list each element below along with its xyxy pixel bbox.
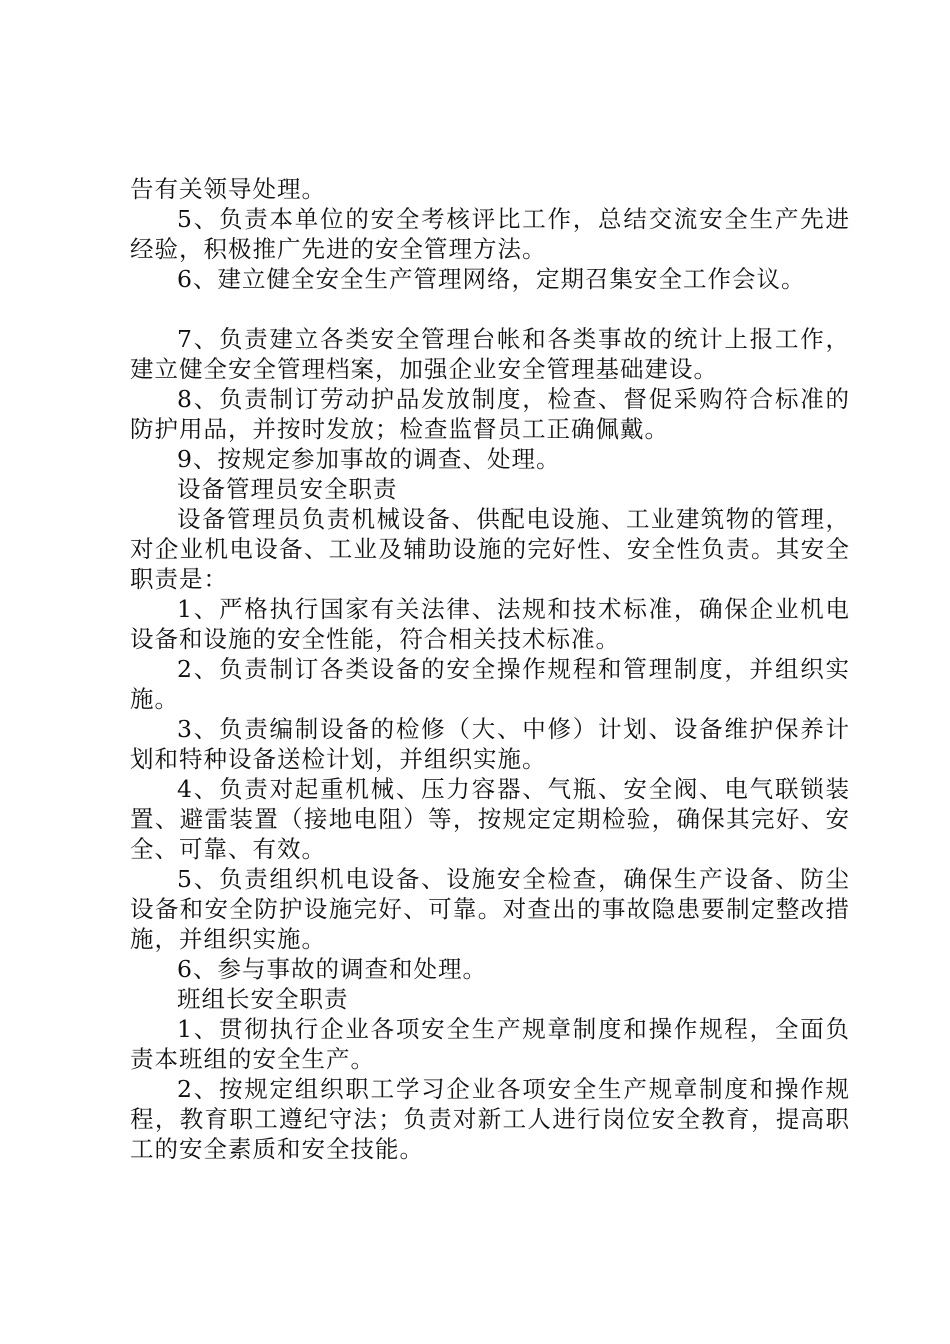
paragraph: 8、负责制订劳动护品发放制度，检查、督促采购符合标准的防护用品，并按时发放；检查监督员工正确佩戴。 <box>130 385 850 443</box>
paragraph: 5、负责组织机电设备、设施安全检查，确保生产设备、防尘设备和安全防护设施完好、可靠。对查出的事故隐患要制定整改措施，并组织实施。 <box>130 865 850 953</box>
paragraph: 6、参与事故的调查和处理。 <box>177 955 487 983</box>
paragraph: 9、按规定参加事故的调查、处理。 <box>177 445 561 473</box>
section-heading: 班组长安全职责 <box>177 985 349 1013</box>
paragraph: 1、贯彻执行企业各项安全生产规章制度和操作规程，全面负责本班组的安全生产。 <box>130 1015 850 1073</box>
paragraph: 6、建立健全安全生产管理网络，定期召集安全工作会议。 <box>177 265 806 293</box>
blank-line <box>130 294 850 324</box>
paragraph: 3、负责编制设备的检修（大、中修）计划、设备维护保养计划和特种设备送检计划，并组织实施。 <box>130 715 850 773</box>
paragraph: 告有关领导处理。 <box>130 175 326 203</box>
paragraph: 7、负责建立各类安全管理台帐和各类事故的统计上报工作，建立健全安全管理档案，加强企业安全管理基础建设。 <box>130 325 850 383</box>
paragraph: 2、负责制订各类设备的安全操作规程和管理制度，并组织实施。 <box>130 655 850 713</box>
paragraph: 设备管理员负责机械设备、供配电设施、工业建筑物的管理，对企业机电设备、工业及辅助设施的完好性、安全性负责。其安全职责是： <box>130 505 850 593</box>
paragraph: 2、按规定组织职工学习企业各项安全生产规章制度和操作规程，教育职工遵纪守法；负责对新工人进行岗位安全教育，提高职工的安全素质和安全技能。 <box>130 1075 850 1163</box>
paragraph: 5、负责本单位的安全考核评比工作，总结交流安全生产先进经验，积极推广先进的安全管理方法。 <box>130 205 850 263</box>
document-body <box>130 174 850 1164</box>
section-heading: 设备管理员安全职责 <box>177 475 398 503</box>
paragraph: 1、严格执行国家有关法律、法规和技术标准，确保企业机电设备和设施的安全性能，符合相关技术标准。 <box>130 595 850 653</box>
paragraph: 4、负责对起重机械、压力容器、气瓶、安全阀、电气联锁装置、避雷装置（接地电阻）等，按规定定期检验，确保其完好、安全、可靠、有效。 <box>130 775 850 863</box>
